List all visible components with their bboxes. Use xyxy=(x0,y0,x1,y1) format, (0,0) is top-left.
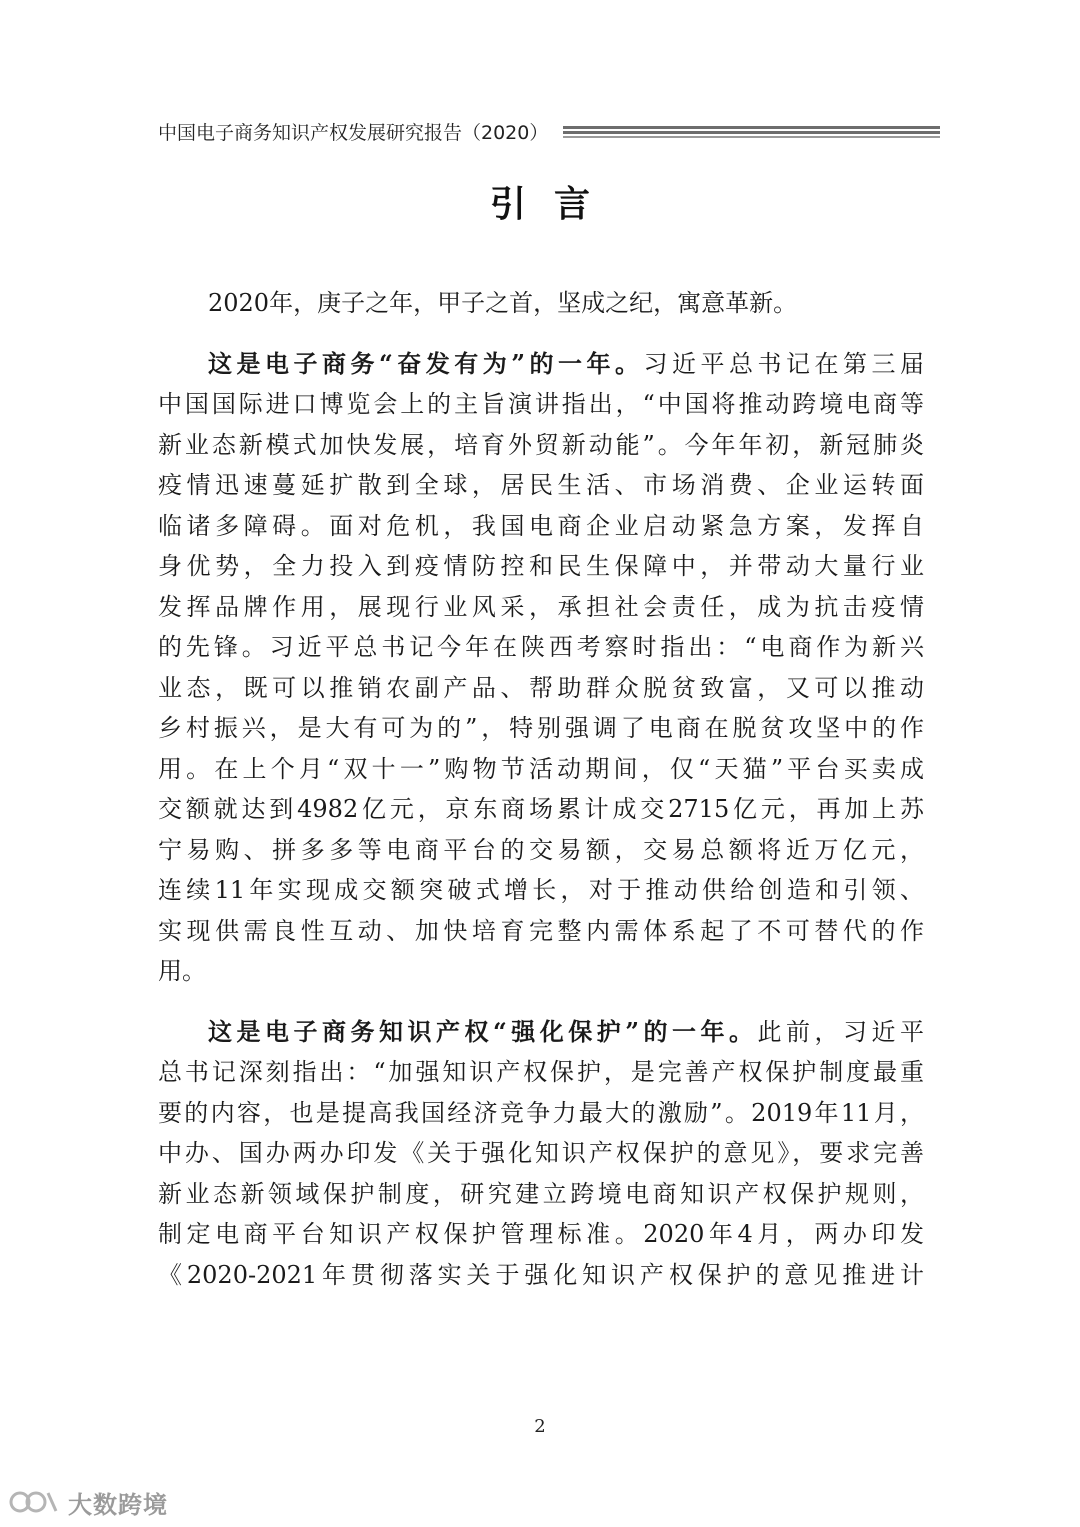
text-line: 业态，既可以推销农副产品、帮助群众脱贫致富，又可以推动 xyxy=(158,673,924,702)
text-line: 2020年，庚子之年，甲子之首，坚成之纪，寓意革新。 xyxy=(208,289,798,317)
text-span: 习近平总书记在第三届 xyxy=(643,349,925,378)
text-line: 制定电商平台知识产权保护管理标准。2020年4月，两办印发 xyxy=(158,1220,924,1248)
paragraph-ip-protection xyxy=(158,1012,924,1296)
body-text xyxy=(158,283,924,1295)
text-line: 新业态新模式加快发展，培育外贸新动能”。今年年初，新冠肺炎 xyxy=(158,430,924,459)
text-line: 宁易购、拼多多等电商平台的交易额，交易总额将近万亿元， xyxy=(158,835,924,864)
watermark xyxy=(8,1484,168,1520)
running-title: 中国电子商务知识产权发展研究报告（2020） xyxy=(158,122,549,144)
text-line: 临诸多障碍。面对危机，我国电商企业启动紧急方案，发挥自 xyxy=(158,511,924,540)
text-line: 发挥品牌作用，展现行业风采，承担社会责任，成为抗击疫情 xyxy=(158,592,924,621)
paragraph-lead: 这是电子商务知识产权“强化保护”的一年。 xyxy=(208,1016,758,1046)
text-line: 疫情迅速蔓延扩散到全球，居民生活、市场消费、企业运转面 xyxy=(158,471,924,499)
watermark-text: 大数跨境 xyxy=(68,1490,168,1519)
page-number: 2 xyxy=(534,1416,546,1437)
text-line: 用。在上个月“双十一”购物节活动期间，仅“天猫”平台买卖成 xyxy=(158,754,924,783)
paragraph-intro xyxy=(158,283,924,324)
text-line: 交额就达到4982亿元，京东商场累计成交2715亿元，再加上苏 xyxy=(158,795,924,823)
paragraph-ecommerce xyxy=(158,344,924,992)
text-line: 要的内容，也是提高我国经济竞争力最大的激励”。2019年11月， xyxy=(158,1098,924,1127)
text-line: 中国国际进口博览会上的主旨演讲指出，“中国将推动跨境电商等 xyxy=(158,390,924,418)
text-line: 新业态新领域保护制度，研究建立跨境电商知识产权保护规则， xyxy=(158,1179,924,1208)
text-line: 实现供需良性互动、加快培育完整内需体系起了不可替代的作 xyxy=(158,916,924,945)
text-line xyxy=(158,1012,924,1053)
text-line: 总书记深刻指出：“加强知识产权保护，是完善产权保护制度最重 xyxy=(158,1058,924,1086)
text-line: 《2020-2021年贯彻落实关于强化知识产权保护的意见推进计 xyxy=(158,1260,924,1289)
chapter-title: 引言 xyxy=(489,184,618,225)
paragraph-lead: 这是电子商务“奋发有为”的一年。 xyxy=(208,348,644,378)
text-line: 身优势，全力投入到疫情防控和民生保障中，并带动大量行业 xyxy=(158,552,924,580)
watermark-logo-icon xyxy=(8,1487,60,1517)
text-line xyxy=(158,344,924,385)
text-line: 中办、国办两办印发《关于强化知识产权保护的意见》，要求完善 xyxy=(158,1139,924,1167)
text-line: 用。 xyxy=(158,957,206,985)
running-header xyxy=(158,118,940,148)
header-rule xyxy=(563,126,940,140)
text-line: 乡村振兴，是大有可为的”，特别强调了电商在脱贫攻坚中的作 xyxy=(158,714,924,742)
text-line: 的先锋。习近平总书记今年在陕西考察时指出：“电商作为新兴 xyxy=(158,633,924,661)
text-span: 此前，习近平 xyxy=(757,1017,925,1046)
text-line: 连续11年实现成交额突破式增长，对于推动供给创造和引领、 xyxy=(158,876,924,904)
